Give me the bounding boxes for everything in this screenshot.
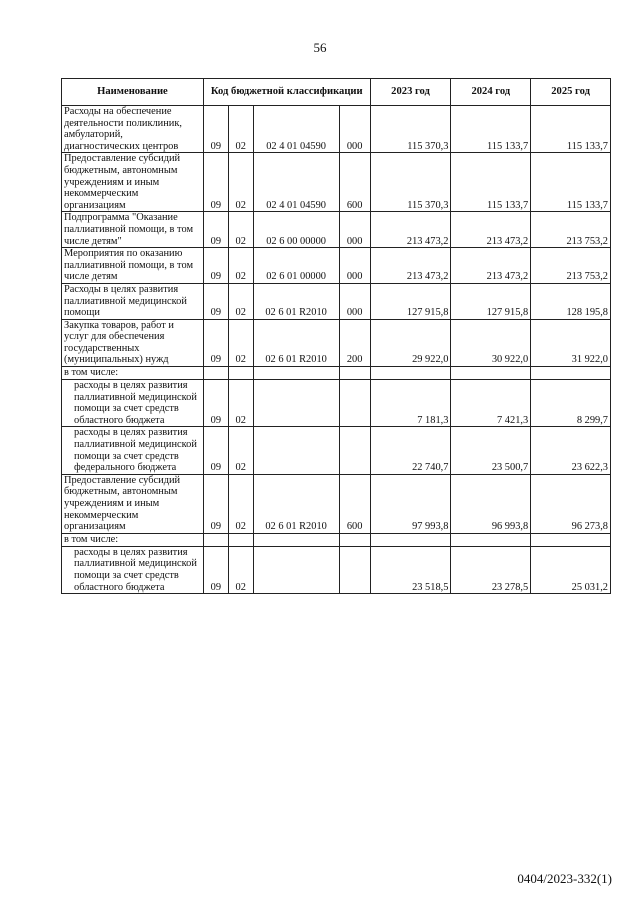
code-subsection: 02 bbox=[228, 106, 253, 153]
code-expense-type bbox=[339, 367, 370, 380]
value-2024: 213 473,2 bbox=[451, 248, 531, 284]
code-subsection: 02 bbox=[228, 283, 253, 319]
table-row bbox=[62, 283, 611, 319]
value-2023: 127 915,8 bbox=[370, 283, 451, 319]
code-subsection: 02 bbox=[228, 248, 253, 284]
value-2025: 31 922,0 bbox=[531, 319, 611, 366]
value-2024: 213 473,2 bbox=[451, 212, 531, 248]
code-subsection: 02 bbox=[228, 319, 253, 366]
code-subsection: 02 bbox=[228, 546, 253, 593]
row-name: расходы в целях развития паллиативной медицинской помощи за счет средств областного бюджета bbox=[62, 380, 204, 427]
table-row bbox=[62, 427, 611, 474]
table-row bbox=[62, 546, 611, 593]
value-2025: 8 299,7 bbox=[531, 380, 611, 427]
row-name: расходы в целях развития паллиативной медицинской помощи за счет средств федерального бюджета bbox=[62, 427, 204, 474]
code-target bbox=[253, 533, 339, 546]
table-row bbox=[62, 212, 611, 248]
value-2025: 115 133,7 bbox=[531, 106, 611, 153]
table-row bbox=[62, 248, 611, 284]
value-2023: 213 473,2 bbox=[370, 248, 451, 284]
code-target bbox=[253, 546, 339, 593]
value-2023: 29 922,0 bbox=[370, 319, 451, 366]
value-2025: 23 622,3 bbox=[531, 427, 611, 474]
code-section bbox=[203, 533, 228, 546]
row-name: Подпрограмма "Оказание паллиативной помощи, в том числе детям" bbox=[62, 212, 204, 248]
table-row bbox=[62, 533, 611, 546]
code-section: 09 bbox=[203, 106, 228, 153]
code-subsection: 02 bbox=[228, 427, 253, 474]
code-subsection bbox=[228, 367, 253, 380]
code-target: 02 4 01 04590 bbox=[253, 106, 339, 153]
value-2023: 97 993,8 bbox=[370, 474, 451, 533]
code-target bbox=[253, 380, 339, 427]
value-2025: 128 195,8 bbox=[531, 283, 611, 319]
value-2024: 30 922,0 bbox=[451, 319, 531, 366]
row-name: Предоставление субсидий бюджетным, автономным учреждениям и иным некоммерческим организациям bbox=[62, 153, 204, 212]
value-2024: 115 133,7 bbox=[451, 153, 531, 212]
row-name: расходы в целях развития паллиативной медицинской помощи за счет средств областного бюджета bbox=[62, 546, 204, 593]
value-2023: 23 518,5 bbox=[370, 546, 451, 593]
value-2025: 115 133,7 bbox=[531, 153, 611, 212]
row-name: Расходы в целях развития паллиативной медицинской помощи bbox=[62, 283, 204, 319]
code-section: 09 bbox=[203, 212, 228, 248]
code-target: 02 4 01 04590 bbox=[253, 153, 339, 212]
code-expense-type: 000 bbox=[339, 248, 370, 284]
code-subsection: 02 bbox=[228, 153, 253, 212]
table-row bbox=[62, 153, 611, 212]
header-2024: 2024 год bbox=[451, 79, 531, 106]
row-name: Мероприятия по оказанию паллиативной помощи, в том числе детям bbox=[62, 248, 204, 284]
code-expense-type: 200 bbox=[339, 319, 370, 366]
value-2025: 213 753,2 bbox=[531, 248, 611, 284]
code-section bbox=[203, 367, 228, 380]
table-row bbox=[62, 474, 611, 533]
code-expense-type: 000 bbox=[339, 283, 370, 319]
value-2024: 115 133,7 bbox=[451, 106, 531, 153]
code-section: 09 bbox=[203, 474, 228, 533]
value-2023: 115 370,3 bbox=[370, 153, 451, 212]
code-expense-type: 000 bbox=[339, 212, 370, 248]
value-2024: 127 915,8 bbox=[451, 283, 531, 319]
header-code: Код бюджетной классификации bbox=[203, 79, 370, 106]
value-2025 bbox=[531, 533, 611, 546]
header-2025: 2025 год bbox=[531, 79, 611, 106]
code-subsection: 02 bbox=[228, 474, 253, 533]
row-name: Закупка товаров, работ и услуг для обеспечения государственных (муниципальных) нужд bbox=[62, 319, 204, 366]
value-2025 bbox=[531, 367, 611, 380]
table-row bbox=[62, 367, 611, 380]
code-expense-type bbox=[339, 427, 370, 474]
value-2023: 115 370,3 bbox=[370, 106, 451, 153]
value-2025: 213 753,2 bbox=[531, 212, 611, 248]
value-2024: 96 993,8 bbox=[451, 474, 531, 533]
value-2023: 213 473,2 bbox=[370, 212, 451, 248]
table-row bbox=[62, 106, 611, 153]
code-target bbox=[253, 427, 339, 474]
code-subsection: 02 bbox=[228, 380, 253, 427]
row-name: в том числе: bbox=[62, 533, 204, 546]
code-expense-type bbox=[339, 380, 370, 427]
header-row bbox=[62, 79, 611, 106]
code-expense-type bbox=[339, 533, 370, 546]
budget-table bbox=[61, 78, 611, 594]
code-target: 02 6 01 R2010 bbox=[253, 474, 339, 533]
value-2023 bbox=[370, 533, 451, 546]
value-2024 bbox=[451, 533, 531, 546]
value-2024 bbox=[451, 367, 531, 380]
value-2024: 23 500,7 bbox=[451, 427, 531, 474]
code-target: 02 6 01 R2010 bbox=[253, 319, 339, 366]
value-2024: 23 278,5 bbox=[451, 546, 531, 593]
value-2023: 22 740,7 bbox=[370, 427, 451, 474]
table-row bbox=[62, 319, 611, 366]
code-section: 09 bbox=[203, 380, 228, 427]
code-section: 09 bbox=[203, 283, 228, 319]
code-section: 09 bbox=[203, 153, 228, 212]
row-name: Расходы на обеспечение деятельности поликлиник, амбулаторий, диагностических центров bbox=[62, 106, 204, 153]
value-2025: 96 273,8 bbox=[531, 474, 611, 533]
code-target: 02 6 00 00000 bbox=[253, 212, 339, 248]
value-2023: 7 181,3 bbox=[370, 380, 451, 427]
code-expense-type bbox=[339, 546, 370, 593]
code-expense-type: 000 bbox=[339, 106, 370, 153]
code-subsection bbox=[228, 533, 253, 546]
code-target: 02 6 01 R2010 bbox=[253, 283, 339, 319]
code-target bbox=[253, 367, 339, 380]
value-2024: 7 421,3 bbox=[451, 380, 531, 427]
row-name: в том числе: bbox=[62, 367, 204, 380]
page-number: 56 bbox=[313, 40, 327, 55]
code-section: 09 bbox=[203, 319, 228, 366]
header-2023: 2023 год bbox=[370, 79, 451, 106]
code-section: 09 bbox=[203, 427, 228, 474]
code-section: 09 bbox=[203, 546, 228, 593]
code-subsection: 02 bbox=[228, 212, 253, 248]
code-section: 09 bbox=[203, 248, 228, 284]
document-code: 0404/2023-332(1) bbox=[517, 871, 612, 886]
code-expense-type: 600 bbox=[339, 474, 370, 533]
row-name: Предоставление субсидий бюджетным, автономным учреждениям и иным некоммерческим организациям bbox=[62, 474, 204, 533]
value-2025: 25 031,2 bbox=[531, 546, 611, 593]
code-target: 02 6 01 00000 bbox=[253, 248, 339, 284]
header-name: Наименование bbox=[62, 79, 204, 106]
value-2023 bbox=[370, 367, 451, 380]
table-row bbox=[62, 380, 611, 427]
code-expense-type: 600 bbox=[339, 153, 370, 212]
